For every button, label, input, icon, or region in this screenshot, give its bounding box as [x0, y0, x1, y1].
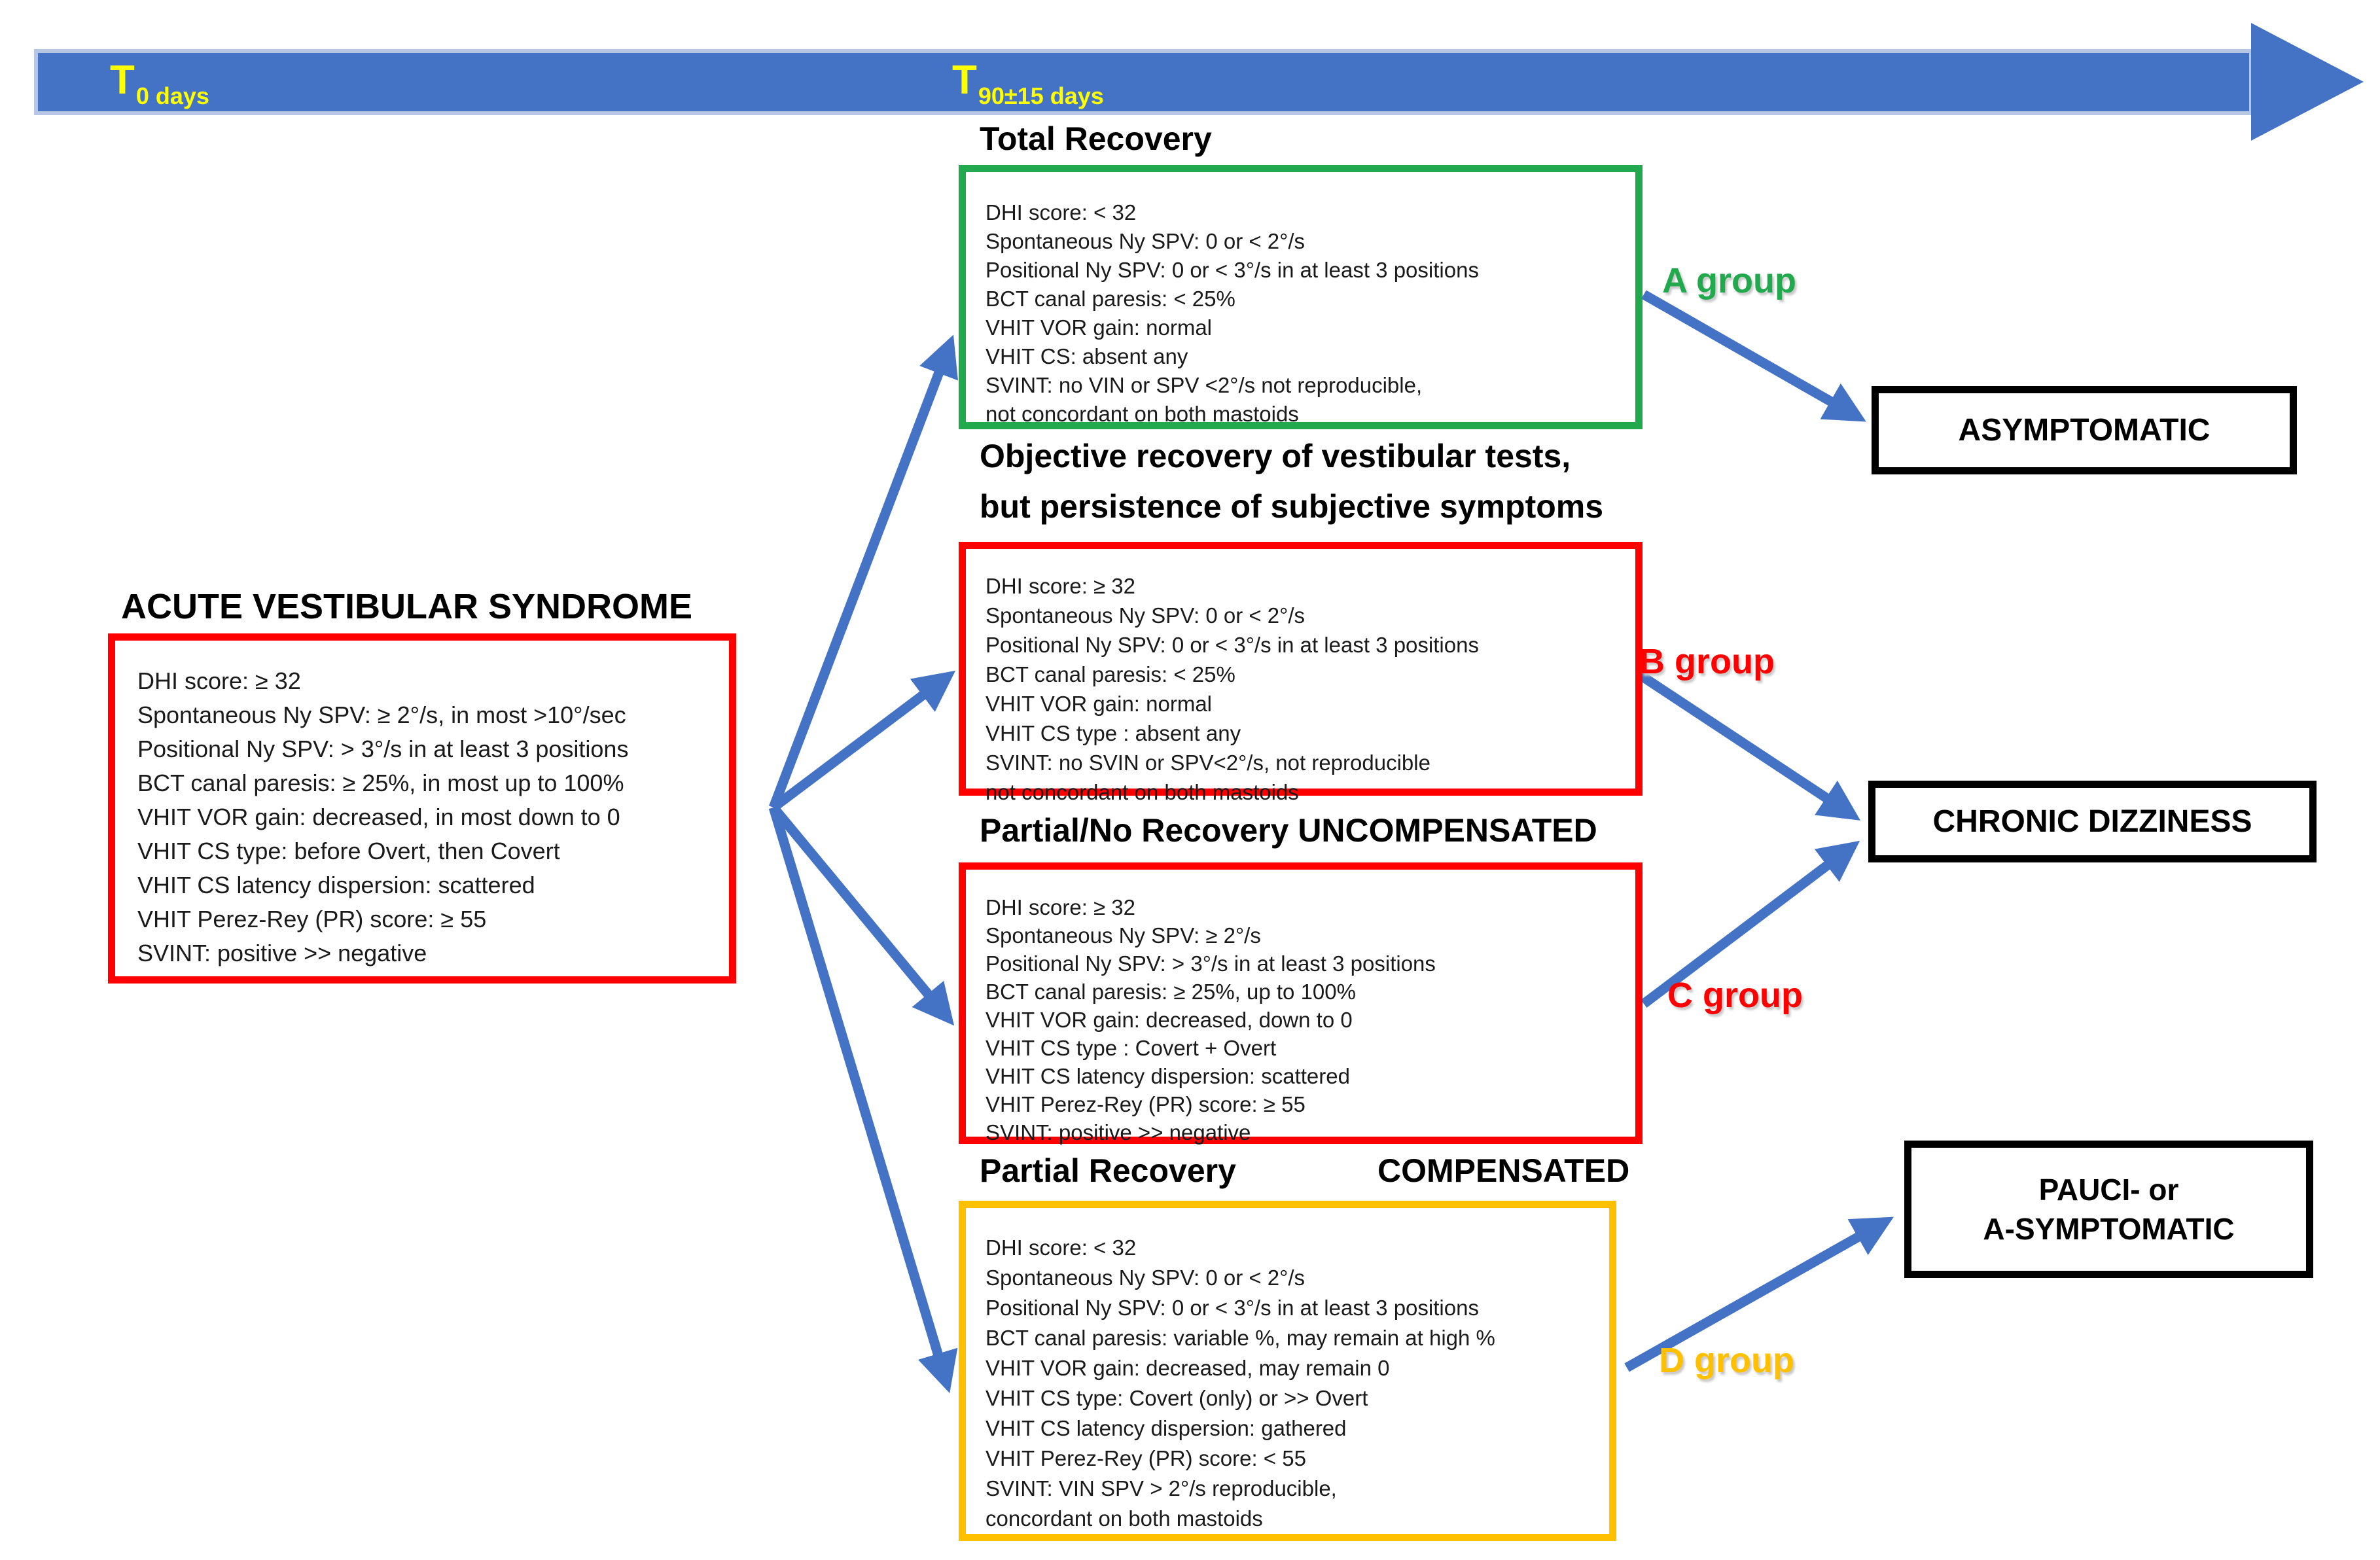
asymptomatic-outcome-box: [1872, 386, 2297, 474]
criteria-line: Spontaneous Ny SPV: 0 or < 2°/s: [986, 603, 1305, 628]
criteria-line: VHIT CS: absent any: [986, 344, 1188, 368]
t90-subscript: 90±15 days: [978, 82, 1104, 109]
timeline-arrowhead-icon: [2251, 23, 2364, 141]
chronic-dizziness-label: CHRONIC DIZZINESS: [1932, 804, 2252, 839]
timeline-label-t90: [952, 60, 1104, 110]
criteria-line: Positional Ny SPV: 0 or < 3°/s in at least 3 positions: [986, 258, 1479, 282]
pauci-asymptomatic-outcome-box: [1904, 1141, 2313, 1278]
criteria-line: SVINT: VIN SPV > 2°/s reproducible,: [986, 1476, 1337, 1500]
criteria-line: VHIT VOR gain: normal: [986, 315, 1213, 340]
objective-recovery-title-line2: but persistence of subjective symptoms: [980, 488, 1604, 525]
partial-no-recovery-criteria-box: [959, 862, 1643, 1144]
timeline-bar: [36, 51, 2251, 113]
arrow-avs-to-group-c: [773, 807, 944, 1013]
objective-recovery-title-line1: Objective recovery of vestibular tests,: [980, 438, 1571, 474]
compensated-title: COMPENSATED: [1377, 1152, 1630, 1189]
criteria-line: VHIT Perez-Rey (PR) score: < 55: [986, 1446, 1306, 1470]
criteria-line: VHIT Perez-Rey (PR) score: ≥ 55: [986, 1092, 1305, 1116]
criteria-line: not concordant on both mastoids: [986, 402, 1299, 426]
group-b-label: B group: [1639, 642, 1775, 681]
group-c-label: C group: [1667, 976, 1803, 1015]
objective-recovery-criteria-box: [959, 542, 1643, 804]
arrow-group-a-to-asymptomatic: [1644, 294, 1852, 414]
criteria-line: Spontaneous Ny SPV: 0 or < 2°/s: [986, 229, 1305, 253]
criteria-line: DHI score: ≥ 32: [137, 667, 301, 694]
criteria-line: BCT canal paresis: < 25%: [986, 662, 1235, 686]
total-recovery-title: Total Recovery: [980, 120, 1212, 157]
criteria-line: BCT canal paresis: ≥ 25%, in most up to 100%: [137, 770, 624, 796]
criteria-line: SVINT: no SVIN or SPV<2°/s, not reproducible: [986, 751, 1430, 775]
criteria-line: DHI score: < 32: [986, 200, 1137, 224]
criteria-line: VHIT CS latency dispersion: gathered: [986, 1416, 1347, 1440]
arrow-group-b-to-chronic-dizziness: [1635, 671, 1847, 811]
criteria-line: VHIT CS latency dispersion: scattered: [137, 872, 535, 898]
timeline-label-t0: [110, 60, 209, 110]
criteria-line: VHIT CS type : Covert + Overt: [986, 1036, 1277, 1060]
criteria-line: BCT canal paresis: < 25%: [986, 287, 1235, 311]
chronic-dizziness-outcome-box: [1868, 781, 2317, 862]
group-a-label: A group: [1662, 261, 1796, 300]
criteria-line: concordant on both mastoids: [986, 1506, 1263, 1531]
arrow-avs-to-group-d: [773, 807, 945, 1377]
criteria-line: Positional Ny SPV: > 3°/s in at least 3 positions: [986, 951, 1436, 976]
criteria-line: BCT canal paresis: variable %, may remain at high %: [986, 1326, 1495, 1350]
criteria-line: VHIT VOR gain: decreased, may remain 0: [986, 1356, 1390, 1380]
criteria-line: DHI score: ≥ 32: [986, 574, 1136, 598]
criteria-line: Spontaneous Ny SPV: ≥ 2°/s: [986, 923, 1261, 948]
criteria-line: SVINT: positive >> negative: [986, 1120, 1251, 1144]
criteria-line: SVINT: no VIN or SPV <2°/s not reproducible,: [986, 373, 1423, 397]
criteria-line: Spontaneous Ny SPV: 0 or < 2°/s: [986, 1266, 1305, 1290]
pauci-label-line2: A-SYMPTOMATIC: [1983, 1212, 2235, 1246]
partial-recovery-title: Partial Recovery: [980, 1152, 1236, 1189]
avs-criteria-box: [108, 633, 736, 984]
asymptomatic-label: ASYMPTOMATIC: [1958, 413, 2211, 448]
criteria-line: not concordant on both mastoids: [986, 780, 1299, 804]
avs-title: ACUTE VESTIBULAR SYNDROME: [121, 587, 693, 626]
criteria-line: VHIT CS type: before Overt, then Covert: [137, 838, 560, 864]
criteria-line: SVINT: positive >> negative: [137, 940, 427, 966]
criteria-line: VHIT Perez-Rey (PR) score: ≥ 55: [137, 906, 487, 932]
criteria-line: VHIT VOR gain: normal: [986, 692, 1213, 716]
criteria-line: VHIT VOR gain: decreased, in most down to 0: [137, 804, 620, 830]
criteria-line: DHI score: < 32: [986, 1235, 1137, 1260]
criteria-line: Spontaneous Ny SPV: ≥ 2°/s, in most >10°/sec: [137, 701, 626, 728]
pauci-label-line1: PAUCI- or: [2038, 1173, 2179, 1207]
criteria-line: VHIT CS type : absent any: [986, 721, 1241, 745]
partial-recovery-criteria-box: [959, 1201, 1616, 1541]
criteria-line: VHIT CS type: Covert (only) or >> Overt: [986, 1386, 1368, 1410]
criteria-line: DHI score: ≥ 32: [986, 895, 1136, 919]
criteria-line: BCT canal paresis: ≥ 25%, up to 100%: [986, 980, 1356, 1004]
group-d-label: D group: [1659, 1341, 1794, 1380]
t0-symbol: T: [110, 58, 135, 103]
total-recovery-criteria-box: [959, 165, 1643, 429]
criteria-line: VHIT VOR gain: decreased, down to 0: [986, 1008, 1353, 1032]
criteria-line: VHIT CS latency dispersion: scattered: [986, 1064, 1350, 1088]
partial-no-recovery-title: Partial/No Recovery UNCOMPENSATED: [980, 812, 1597, 849]
criteria-line: Positional Ny SPV: 0 or < 3°/s in at least 3 positions: [986, 1296, 1479, 1320]
t90-symbol: T: [952, 58, 977, 103]
criteria-line: Positional Ny SPV: > 3°/s in at least 3 positions: [137, 736, 629, 762]
criteria-line: Positional Ny SPV: 0 or < 3°/s in at least 3 positions: [986, 633, 1479, 657]
t0-subscript: 0 days: [135, 82, 209, 109]
